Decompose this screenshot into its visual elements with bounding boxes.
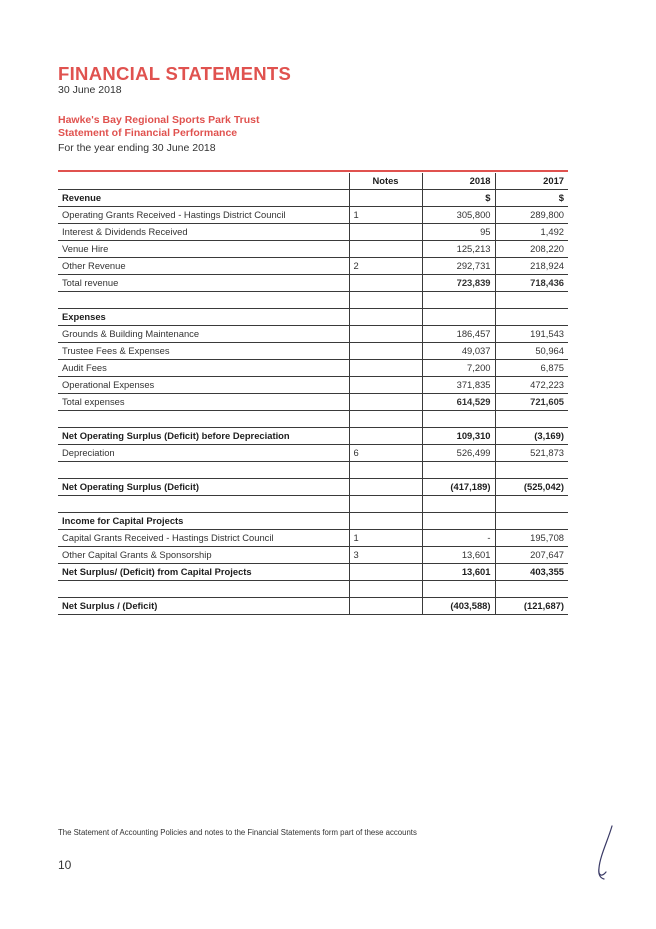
footnote: The Statement of Accounting Policies and notes to the Financial Statements form part of these accounts [58,828,417,837]
row-value-2018: 109,310 [422,428,495,445]
row-label: Grounds & Building Maintenance [58,326,349,343]
row-label: Expenses [58,309,349,326]
table-row [58,428,568,445]
row-notes [349,564,422,581]
row-value-2017: 208,220 [495,241,568,258]
row-value-2018 [422,513,495,530]
row-notes [349,360,422,377]
row-value-2017: 289,800 [495,207,568,224]
row-value-2018: $ [422,190,495,207]
row-label: Operating Grants Received - Hastings District Council [58,207,349,224]
table-row [58,190,568,207]
row-label: Depreciation [58,445,349,462]
table-row [58,462,568,479]
table-row [58,411,568,428]
row-value-2018: 125,213 [422,241,495,258]
page-number: 10 [58,858,72,872]
row-notes [349,224,422,241]
row-value-2018: 13,601 [422,547,495,564]
table-row [58,360,568,377]
row-label: Venue Hire [58,241,349,258]
table-row [58,207,568,224]
row-notes [349,581,422,598]
row-value-2018: - [422,530,495,547]
column-header-2017: 2017 [495,173,568,190]
row-value-2017 [495,462,568,479]
row-value-2018: 526,499 [422,445,495,462]
table-row [58,343,568,360]
row-notes [349,275,422,292]
row-notes [349,462,422,479]
row-value-2018: 13,601 [422,564,495,581]
row-notes [349,343,422,360]
header-label-cell [58,173,349,190]
row-notes: 1 [349,530,422,547]
row-notes [349,411,422,428]
row-value-2017: 195,708 [495,530,568,547]
table-row [58,377,568,394]
signature-initial [590,822,620,882]
row-value-2017: (525,042) [495,479,568,496]
row-label [58,411,349,428]
row-notes [349,377,422,394]
row-value-2018: (417,189) [422,479,495,496]
statement-name: Statement of Financial Performance [58,127,238,139]
table-header-row [58,173,568,190]
row-notes [349,241,422,258]
table-row [58,445,568,462]
financial-performance-table [58,173,568,615]
row-label: Interest & Dividends Received [58,224,349,241]
row-label: Net Operating Surplus (Deficit) before Depreciation [58,428,349,445]
row-label [58,581,349,598]
table-row [58,564,568,581]
row-notes: 6 [349,445,422,462]
table-row [58,258,568,275]
row-value-2017: 721,605 [495,394,568,411]
row-value-2017: 191,543 [495,326,568,343]
table-row [58,241,568,258]
table-row [58,598,568,615]
row-notes [349,479,422,496]
row-notes: 2 [349,258,422,275]
table-row [58,496,568,513]
row-label [58,292,349,309]
row-label: Trustee Fees & Expenses [58,343,349,360]
row-value-2018: 49,037 [422,343,495,360]
row-value-2017: $ [495,190,568,207]
row-value-2018: 186,457 [422,326,495,343]
row-label: Net Surplus / (Deficit) [58,598,349,615]
statement-heading [58,114,259,140]
row-value-2017: 1,492 [495,224,568,241]
row-value-2017: 50,964 [495,343,568,360]
row-notes [349,309,422,326]
page-title: FINANCIAL STATEMENTS [58,63,292,84]
row-value-2018: 614,529 [422,394,495,411]
row-value-2017 [495,581,568,598]
row-value-2017: 6,875 [495,360,568,377]
row-label: Net Surplus/ (Deficit) from Capital Projects [58,564,349,581]
row-label [58,462,349,479]
table-row [58,292,568,309]
row-label: Capital Grants Received - Hastings District Council [58,530,349,547]
table-row [58,479,568,496]
row-value-2017 [495,513,568,530]
reporting-period: For the year ending 30 June 2018 [58,142,216,154]
row-notes [349,326,422,343]
column-header-2018: 2018 [422,173,495,190]
row-notes [349,598,422,615]
row-value-2018 [422,581,495,598]
row-label: Income for Capital Projects [58,513,349,530]
row-notes [349,292,422,309]
row-value-2017 [495,496,568,513]
table-row [58,530,568,547]
table-row [58,513,568,530]
row-value-2017 [495,309,568,326]
organisation-name: Hawke's Bay Regional Sports Park Trust [58,114,260,126]
row-notes [349,513,422,530]
row-notes [349,496,422,513]
row-label: Revenue [58,190,349,207]
row-label: Net Operating Surplus (Deficit) [58,479,349,496]
table-row [58,394,568,411]
row-value-2017: 403,355 [495,564,568,581]
row-value-2018 [422,411,495,428]
row-value-2018: 7,200 [422,360,495,377]
table-row [58,275,568,292]
row-label: Total expenses [58,394,349,411]
table-row [58,224,568,241]
row-value-2017: 521,873 [495,445,568,462]
row-value-2017 [495,411,568,428]
row-value-2018 [422,292,495,309]
row-value-2018: 305,800 [422,207,495,224]
table-row [58,547,568,564]
row-label: Other Capital Grants & Sponsorship [58,547,349,564]
table-row [58,581,568,598]
row-label [58,496,349,513]
row-value-2017: 718,436 [495,275,568,292]
row-value-2017: 218,924 [495,258,568,275]
row-value-2018 [422,309,495,326]
row-value-2017 [495,292,568,309]
statement-date: 30 June 2018 [58,84,122,96]
row-value-2017: (121,687) [495,598,568,615]
row-notes: 1 [349,207,422,224]
row-notes [349,394,422,411]
row-value-2018 [422,496,495,513]
row-value-2018: 292,731 [422,258,495,275]
row-value-2018: 723,839 [422,275,495,292]
row-value-2018: (403,588) [422,598,495,615]
row-label: Total revenue [58,275,349,292]
table-row [58,309,568,326]
row-label: Operational Expenses [58,377,349,394]
table-body [58,173,568,615]
row-notes [349,428,422,445]
row-label: Audit Fees [58,360,349,377]
table-row [58,326,568,343]
column-header-notes: Notes [349,173,422,190]
row-value-2017: 207,647 [495,547,568,564]
row-label: Other Revenue [58,258,349,275]
header-divider [58,170,568,172]
row-notes [349,190,422,207]
row-value-2018 [422,462,495,479]
row-value-2018: 371,835 [422,377,495,394]
row-notes: 3 [349,547,422,564]
row-value-2018: 95 [422,224,495,241]
row-value-2017: 472,223 [495,377,568,394]
row-value-2017: (3,169) [495,428,568,445]
